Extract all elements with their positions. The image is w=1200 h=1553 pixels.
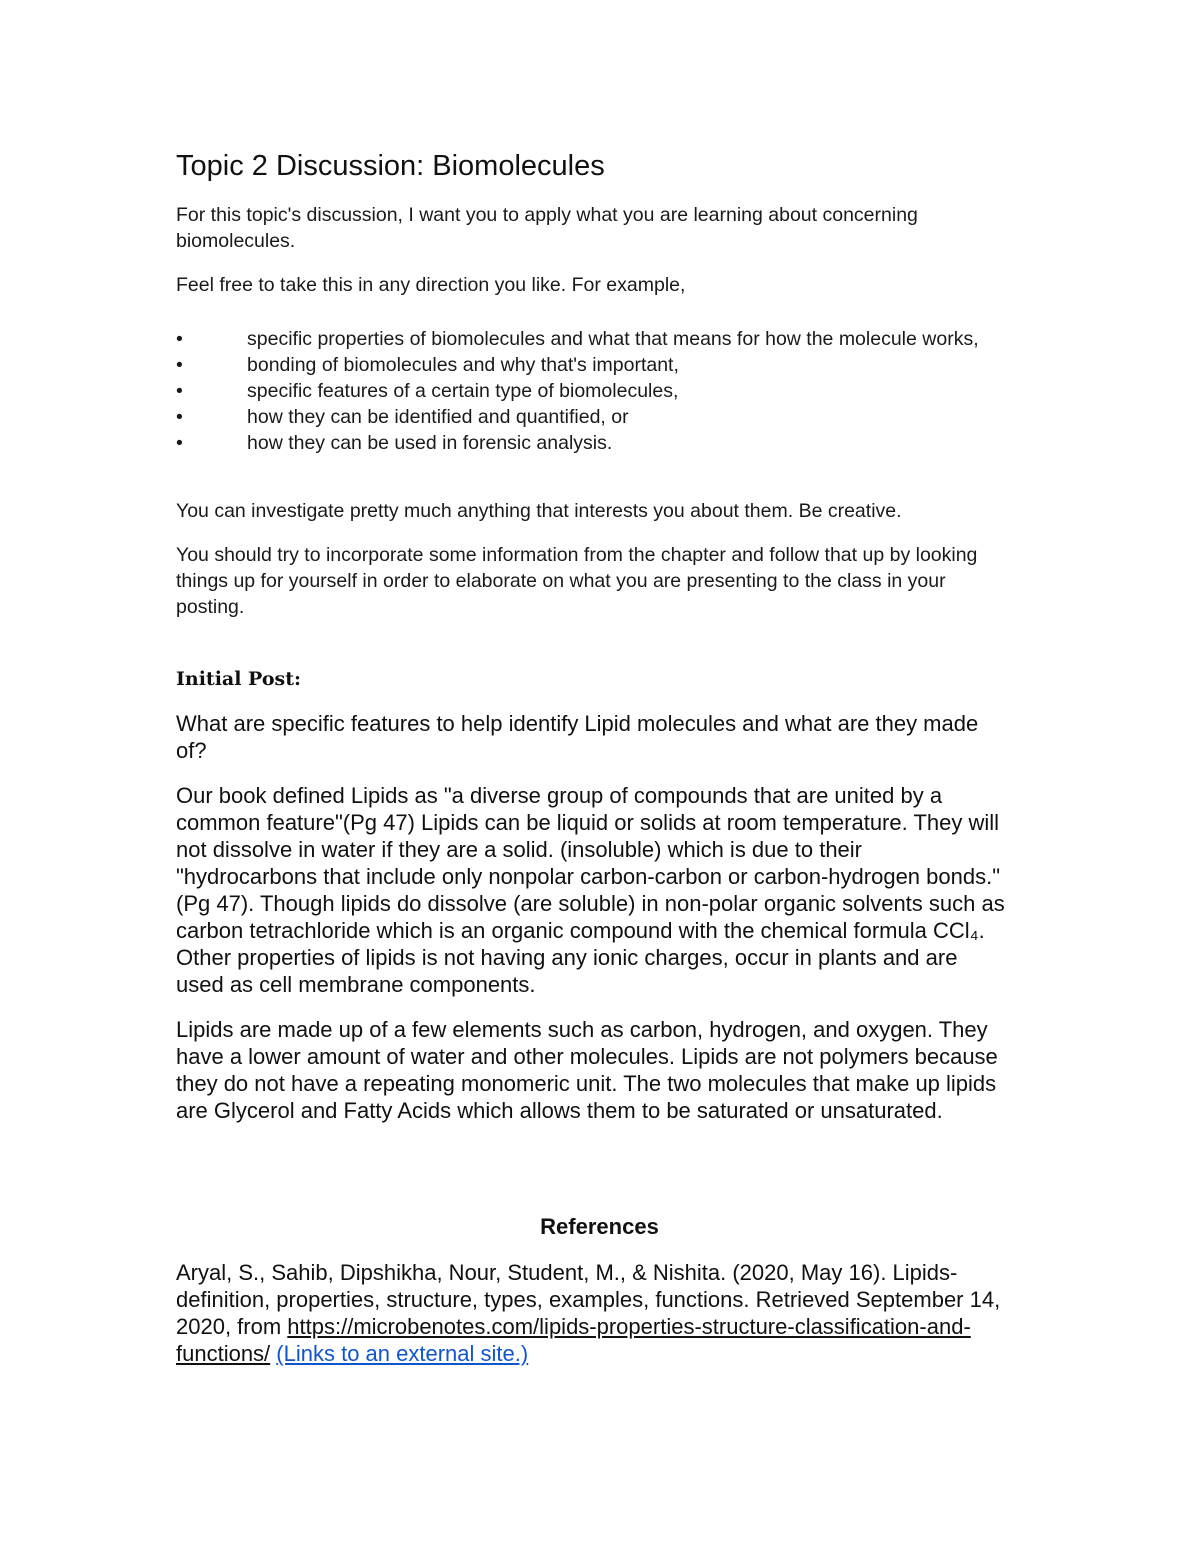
external-site-link[interactable]: (Links to an external site.) bbox=[276, 1341, 529, 1366]
bullet-icon: • bbox=[176, 354, 183, 376]
question-paragraph: What are specific features to help identify Lipid molecules and what are they made of? bbox=[176, 711, 979, 763]
list-item bbox=[176, 430, 1006, 456]
answer-paragraph-2: Lipids are made up of a few elements such as carbon, hydrogen, and oxygen. They have a lower amount of water and other molecules. Lipids are not polymers because they do not have a repeating monomeric unit. The two molecules that make up lipids are Glycerol and Fatty Acids which allows them to be saturated or unsaturated. bbox=[176, 1017, 998, 1123]
bullet-icon: • bbox=[176, 380, 183, 402]
intro-paragraph-2: Feel free to take this in any direction you like. For example, bbox=[176, 274, 686, 296]
list-item bbox=[176, 352, 1006, 378]
list-item-text: how they can be used in forensic analysis. bbox=[247, 432, 613, 454]
page-title: Topic 2 Discussion: Biomolecules bbox=[176, 150, 605, 182]
list-item-text: how they can be identified and quantified, or bbox=[247, 406, 629, 428]
list-item bbox=[176, 326, 1006, 352]
reference-citation: Aryal, S., Sahib, Dipshikha, Nour, Student, M., & Nishita. (2020, May 16). Lipids- definition, properties, structure, types, examples, functions. Retrieved September 14, 2020, from bbox=[176, 1260, 1001, 1339]
intro-paragraph-4: You should try to incorporate some information from the chapter and follow that up by looking things up for yourself in order to elaborate on what you are presenting to the class in your posting. bbox=[176, 544, 978, 618]
bullet-icon: • bbox=[176, 432, 183, 454]
intro-paragraph-1: For this topic's discussion, I want you to apply what you are learning about concerning biomolecules. bbox=[176, 204, 918, 252]
reference-entry bbox=[176, 1259, 1026, 1367]
intro-paragraph-3: You can investigate pretty much anything that interests you about them. Be creative. bbox=[176, 500, 902, 522]
reference-link[interactable]: https://microbenotes.com/lipids-properties-structure-classification-and-functions/ bbox=[176, 1314, 971, 1366]
references-heading: References bbox=[540, 1214, 659, 1239]
list-item-text: specific features of a certain type of biomolecules, bbox=[247, 380, 679, 402]
list-item-text: bonding of biomolecules and why that's important, bbox=[247, 354, 679, 376]
topic-bullet-list bbox=[176, 326, 1006, 456]
bullet-icon: • bbox=[176, 328, 183, 350]
initial-post-heading: Initial Post: bbox=[176, 668, 301, 690]
bullet-icon: • bbox=[176, 406, 183, 428]
list-item bbox=[176, 404, 1006, 430]
list-item bbox=[176, 378, 1006, 404]
answer-paragraph-1: Our book defined Lipids as "a diverse group of compounds that are united by a common feature"(Pg 47) Lipids can be liquid or solids at room temperature. They will not dissolve in water if they are a solid. (insoluble) which is due to their "hydrocarbons that include only nonpolar carbon-carbon or carbon-hydrogen bonds." (Pg 47). Though lipids do dissolve (are soluble) in non-polar organic solvents such as carbon tetrachloride which is an organic compound with the chemical formula CCl₄. Other properties of lipids is not having any ionic charges, occur in plants and are used as cell membrane components. bbox=[176, 783, 1005, 997]
list-item-text: specific properties of biomolecules and what that means for how the molecule works, bbox=[247, 328, 979, 350]
